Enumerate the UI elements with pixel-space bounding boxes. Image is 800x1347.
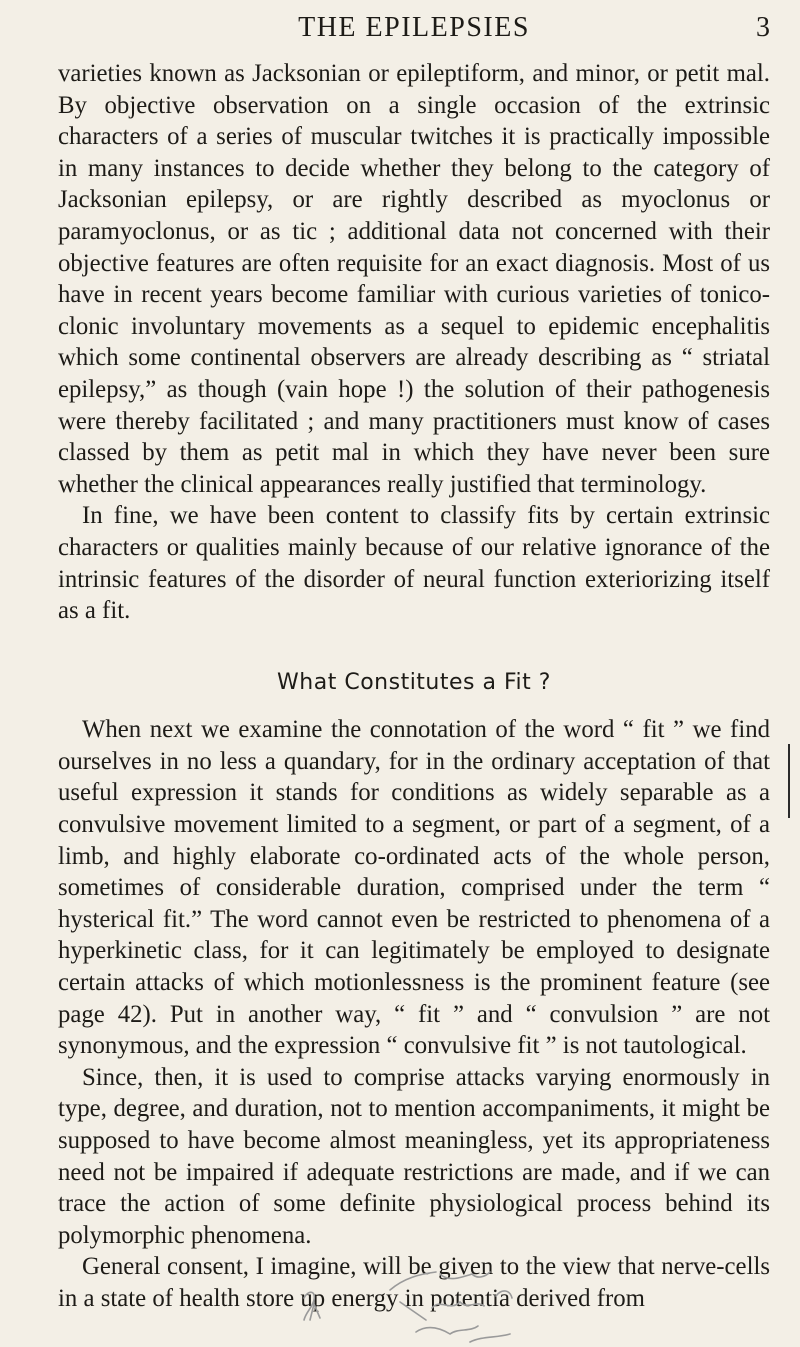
body-text [58,58,770,1315]
page-number: 3 [756,12,770,43]
paragraph-2: In fine, we have been content to classify fits by certain extrinsic characters or qualities mainly because of our relative ignorance of the intrinsic features of the disorder of neural function exteriorizing itself as a fit. [58,502,770,625]
section-paragraph-3: General consent, I imagine, will be given to the view that nerve-cells in a state of health store up energy in potentia derived from [58,1253,770,1312]
section-paragraph-1: When next we examine the connotation of the word “ fit ” we find ourselves in no less a quandary, for in the ordinary acceptation of that useful expression it stands for conditions as widely separable as a convulsive movement limited to a segment, or part of a segment, of a limb, and highly elaborate co-ordinated acts of the whole person, sometimes of considerable duration, comprised under the term “ hysterical fit.” The word cannot even be restricted to phenomena of a hyperkinetic class, for it can legitimately be employed to designate certain attacks of which motionlessness is the prominent feature (see page 42). Put in another way, “ fit ” and “ convulsion ” are not synonymous, and the expression “ convulsive fit ” is not tautological. [58,716,770,1060]
margin-pencil-mark [788,744,790,818]
handwritten-pencil-scribble [300,1268,560,1347]
running-title: THE EPILEPSIES [298,12,530,43]
section-heading: What Constitutes a Fit ? [277,669,551,695]
section-paragraph-2: Since, then, it is used to comprise attacks varying enormously in type, degree, and duration, not to mention accompaniments, it might be supposed to have become almost meaningless, yet its appropriateness need not be impaired if adequate restrictions are made, and if we can trace the action of some definite physiological process behind its polymorphic phenomena. [58,1063,770,1249]
paragraph-1: varieties known as Jacksonian or epileptiform, and minor, or petit mal. By objective observation on a single occasion of the extrinsic characters of a series of muscular twitches it is practically impossible in many instances to decide whether they belong to the category of Jacksonian epilepsy, or are rightly described as myoclonus or paramyoclonus, or as tic ; additional data not concerned with their objective features are often requisite for an exact diagnosis. Most of us have in recent years become familiar with curious varieties of tonico-clonic involuntary movements as a sequel to epidemic encephalitis which some continental observers are already describing as “ striatal epilepsy,” as though (vain hope !) the solution of their pathogenesis were thereby facilitated ; and many practitioners must know of cases classed by them as petit mal in which they have never been sure whether the clinical appearances really justified that terminology. [58,60,770,498]
running-head [58,6,770,50]
